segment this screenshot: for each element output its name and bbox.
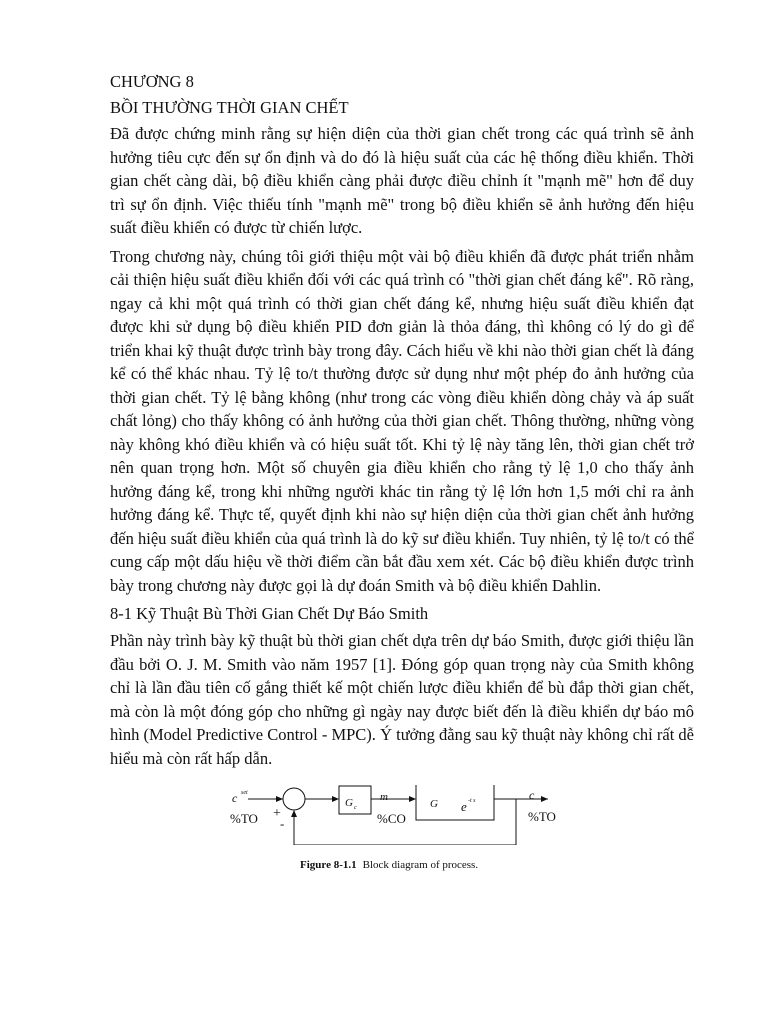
paragraph: Trong chương này, chúng tôi giới thiệu một vài bộ điều khiển đã được phát triển nhằm cải thiện hiệu suất điều khiển đối với các quá trình có "thời gian chết đáng kể". Rõ ràng, ngay cả khi một quá trình có thời gian chết đáng kể, nhưng hiệu suất điều khiển đạt được khi sử dụng bộ điều khiển PID đơn giản là thỏa đáng, thì không có lý do gì để triển khai kỹ thuật được trình bày trong đây. Cách hiểu về khi nào thời gian chết là đáng kể có thể khác nhau. Tỷ lệ to/t thường được sử dụng như một phép đo ảnh hưởng của thời gian chết. Tỷ lệ bằng không (như trong các vòng điều khiển dòng chảy và áp suất chất lỏng) cho thấy không có ảnh hưởng của thời gian chết. Thông thường, những vòng này không khó điều khiển và có hiệu suất tốt. Khi tỷ lệ này tăng lên, thời gian chết trở nên quan trọng hơn. Một số chuyên gia điều khiển cho rằng tỷ lệ 1,0 cho thấy ảnh hưởng đáng kể, trong khi những người khác tin rằng tỷ lệ lớn hơn 1,5 mới chỉ ra ảnh hưởng đáng kể. Thực tế, quyết định khi nào sự hiện diện của thời gian chết ảnh hưởng đến hiệu suất điều khiển của quá trình là do kỹ sư điều khiển. Tuy nhiên, tỷ lệ to/t có thể cung cấp một dấu hiệu về thời điểm cần bắt đầu xem xét. Các bộ điều khiển được trình bày trong chương này được gọi là dự đoán Smith và bộ điều khiển Dahlin. xyxy=(110,246,694,595)
dead-time-exponent: -t s xyxy=(468,798,476,804)
controller-label: G xyxy=(345,797,353,809)
output-label: c xyxy=(529,788,535,802)
input-units: %TO xyxy=(230,811,258,826)
input-label: c xyxy=(232,791,238,805)
dead-time-exponential: e xyxy=(461,799,467,814)
paragraph: Đã được chứng minh rằng sự hiện diện của thời gian chết trong các quá trình sẽ ảnh hưởng tiêu cực đến sự ổn định và do đó là hiệu suất của các hệ thống điều khiển. Thời gian chết càng dài, bộ điều khiển càng phải được điều chỉnh ít "mạnh mẽ" hơn để duy trì sự ổn định. Việc thiếu tính "mạnh mẽ" trong bộ điều khiển sẽ ảnh hưởng đến hiệu suất điều khiển có được từ chiến lược. xyxy=(110,124,694,237)
figure-caption-text: Block diagram of process. xyxy=(362,859,479,871)
input-superscript: set xyxy=(241,790,248,796)
process-label: G xyxy=(430,798,438,810)
summing-junction xyxy=(283,788,305,810)
figure-number: Figure 8-1.1 xyxy=(300,859,357,871)
output-units: %TO xyxy=(528,809,556,824)
block-diagram xyxy=(228,785,568,845)
controller-subscript: c xyxy=(354,805,357,811)
document-page xyxy=(110,70,694,775)
chapter-title: BỒI THƯỜNG THỜI GIAN CHẾT xyxy=(110,98,349,117)
minus-sign: - xyxy=(280,816,285,831)
manipulated-variable-label: m xyxy=(380,791,388,803)
section-title: 8-1 Kỹ Thuật Bù Thời Gian Chết Dự Báo Smith xyxy=(110,604,429,623)
chapter-number: CHƯƠNG 8 xyxy=(110,72,194,91)
figure-caption xyxy=(300,859,478,871)
plus-sign: + xyxy=(273,806,281,821)
process-block xyxy=(416,785,494,820)
manipulated-variable-units: %CO xyxy=(377,811,406,826)
paragraph: Phần này trình bày kỹ thuật bù thời gian chết dựa trên dự báo Smith, được giới thiệu lần đầu bởi O. J. M. Smith vào năm 1957 [1]. Đóng góp quan trọng này của Smith không chỉ là lần đầu tiên cố gắng thiết kế một chiến lược điều khiển để bù đắp thời gian chết, mà còn là một đóng góp cho những gì ngày nay được biết đến là điều khiển dự báo mô hình (Model Predictive Control - MPC). Ý tưởng đằng sau kỹ thuật này không chỉ rất dễ hiểu mà còn rất hấp dẫn. xyxy=(110,631,694,768)
